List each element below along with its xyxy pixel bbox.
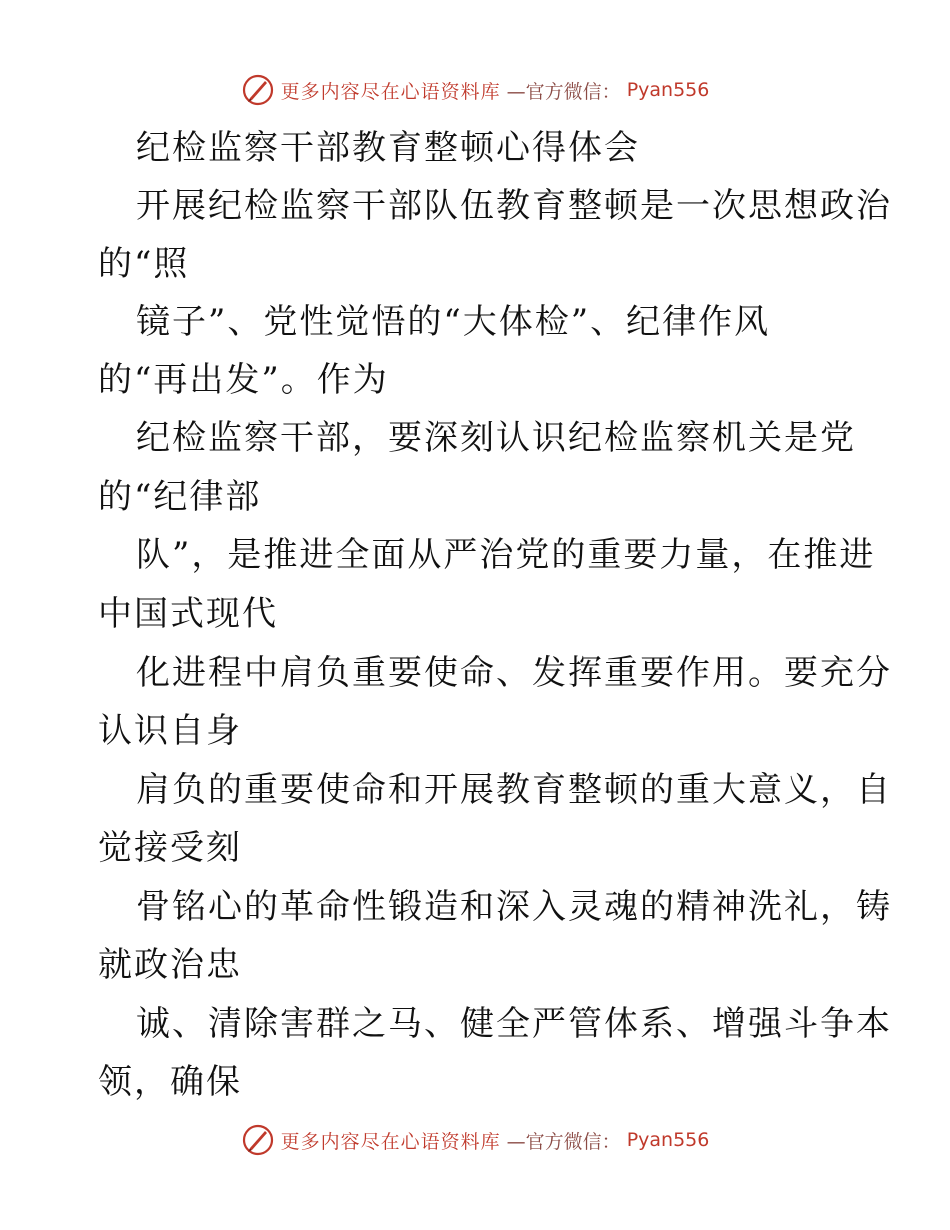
body-line: 的“照 xyxy=(98,244,190,284)
watermark-wechat-id: Pyan556 xyxy=(626,79,710,101)
footer-watermark xyxy=(0,1120,950,1160)
body-line: 肩负的重要使命和开展教育整顿的重大意义，自 xyxy=(136,770,892,810)
watermark-slogan: 更多内容尽在心语资料库 xyxy=(280,80,501,103)
watermark-official-label: —官方微信： xyxy=(506,80,621,103)
body-line: 中国式现代 xyxy=(98,594,278,634)
watermark-official-label: —官方微信： xyxy=(506,1130,621,1153)
body-line: 纪检监察干部，要深刻认识纪检监察机关是党 xyxy=(136,418,856,458)
header-watermark xyxy=(0,70,950,110)
body-line: 化进程中肩负重要使命、发挥重要作用。要充分 xyxy=(136,653,892,693)
body-line: 觉接受刻 xyxy=(98,828,242,868)
watermark-slogan: 更多内容尽在心语资料库 xyxy=(280,1130,501,1153)
body-line: 开展纪检监察干部队伍教育整顿是一次思想政治 xyxy=(136,186,892,226)
body-line: 队”，是推进全面从严治党的重要力量，在推进 xyxy=(136,535,876,575)
body-line: 骨铭心的革命性锻造和深入灵魂的精神洗礼，铸 xyxy=(136,887,892,927)
body-line: 诚、清除害群之马、健全严管体系、增强斗争本 xyxy=(136,1004,892,1044)
body-line: 认识自身 xyxy=(98,711,242,751)
body-line: 的“再出发”。作为 xyxy=(98,360,389,400)
body-line: 镜子”、党性觉悟的“大体检”、纪律作风 xyxy=(136,302,771,342)
document-title: 纪检监察干部教育整顿心得体会 xyxy=(136,128,640,168)
body-line: 就政治忠 xyxy=(98,945,242,985)
body-line: 的“纪律部 xyxy=(98,477,262,517)
watermark-wechat-id: Pyan556 xyxy=(626,1129,710,1151)
quill-pen-logo-icon xyxy=(241,1123,275,1157)
body-line: 领，确保 xyxy=(98,1062,242,1102)
quill-pen-logo-icon xyxy=(241,73,275,107)
